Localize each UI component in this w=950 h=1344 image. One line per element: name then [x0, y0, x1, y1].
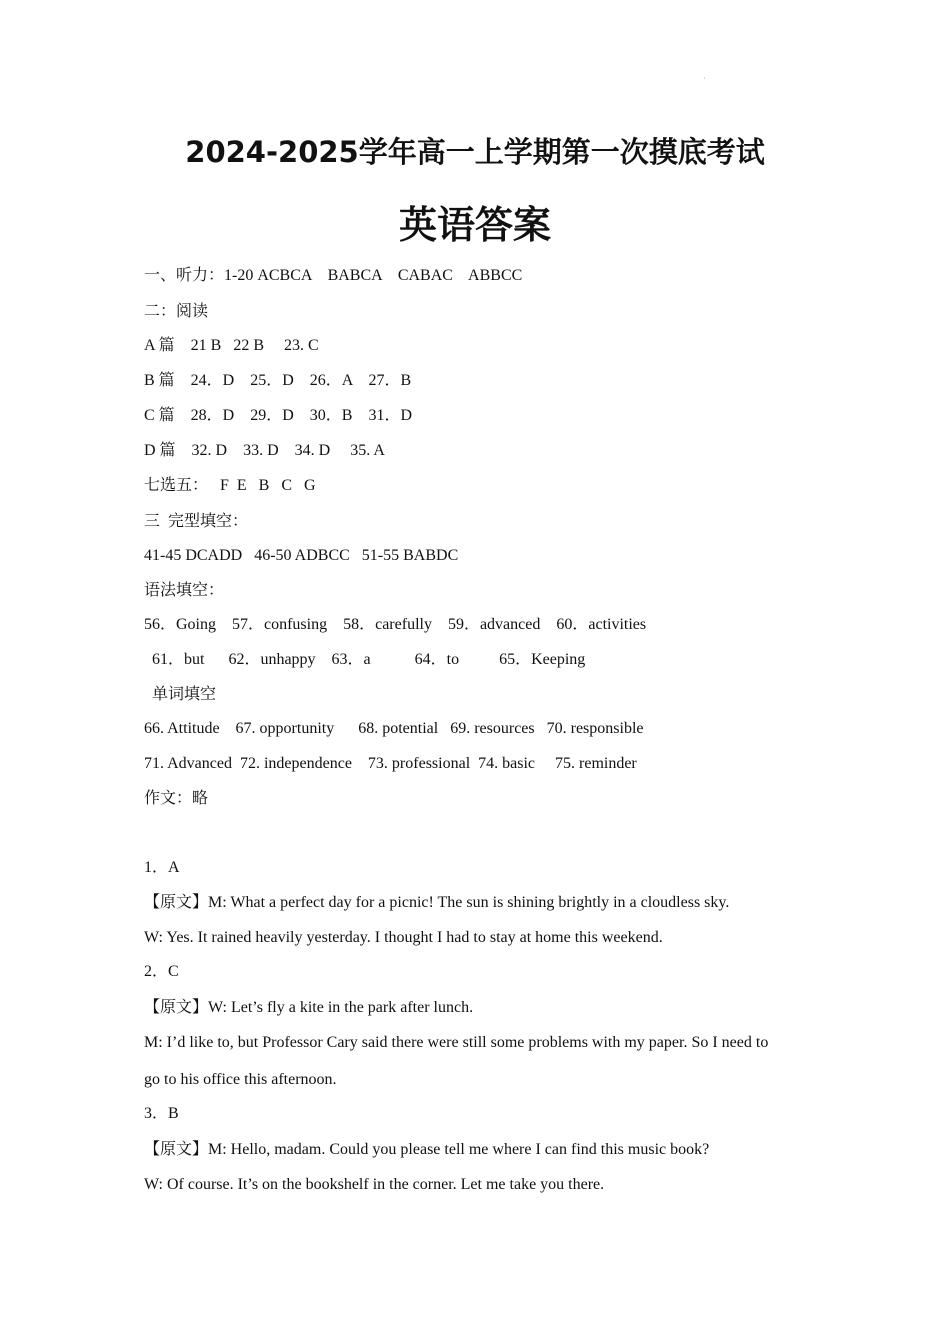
q3-answer-label: 3．B: [144, 1105, 179, 1122]
page-title: 2024-2025学年高一上学期第一次摸底考试: [185, 135, 765, 169]
q3-transcript-line-2: W: Of course. It’s on the bookshelf in the corner. Let me take you there.: [144, 1176, 605, 1193]
grammar-answers-row-2: 61．but 62．unhappy 63．a 64．to 65．Keeping: [144, 651, 586, 668]
cloze-answers: 41-45 DCADD 46-50 ADBCC 51-55 BABDC: [144, 547, 459, 564]
page-subtitle: 英语答案: [398, 203, 551, 247]
writing-answer: 作文：略: [144, 790, 209, 807]
q2-transcript-line-2: M: I’d like to, but Professor Cary said there were still some problems with my paper. So I need to: [144, 1034, 769, 1051]
word-fill-row-1: 66. Attitude 67. opportunity 68. potential 69. resources 70. responsible: [144, 720, 644, 737]
word-fill-heading: 单词填空: [144, 686, 217, 703]
q1-transcript-line-2: W: Yes. It rained heavily yesterday. I thought I had to stay at home this weekend.: [144, 929, 663, 946]
grammar-heading: 语法填空：: [144, 582, 225, 599]
q2-transcript-line-1: 【原文】W: Let’s fly a kite in the park after lunch.: [144, 999, 474, 1016]
passage-d-answers: D 篇 32. D 33. D 34. D 35. A: [144, 442, 385, 459]
q1-answer-label: 1．A: [144, 859, 180, 876]
q2-transcript-line-3: go to his office this afternoon.: [144, 1071, 337, 1088]
passage-b-answers: B 篇 24．D 25．D 26．A 27．B: [144, 372, 412, 389]
reading-heading: 二：阅读: [144, 303, 209, 320]
listening-answers: 一、听力：1-20 ACBCA BABCA CABAC ABBCC: [144, 267, 523, 284]
grammar-answers-row-1: 56．Going 57．confusing 58．carefully 59．advanced 60．activities: [144, 616, 647, 633]
q2-answer-label: 2．C: [144, 963, 179, 980]
seven-choose-five-answers: 七选五： F E B C G: [144, 477, 316, 494]
passage-c-answers: C 篇 28．D 29．D 30．B 31．D: [144, 407, 413, 424]
q1-transcript-line-1: 【原文】M: What a perfect day for a picnic! The sun is shining brightly in a cloudless sky.: [144, 894, 730, 911]
q3-transcript-line-1: 【原文】M: Hello, madam. Could you please tell me where I can find this music book?: [144, 1141, 710, 1158]
passage-a-answers: A 篇 21 B 22 B 23. C: [144, 337, 319, 354]
word-fill-row-2: 71. Advanced 72. independence 73. professional 74. basic 75. reminder: [144, 755, 637, 772]
cloze-heading: 三 完型填空：: [144, 513, 249, 530]
page-mark: ·: [703, 74, 706, 83]
